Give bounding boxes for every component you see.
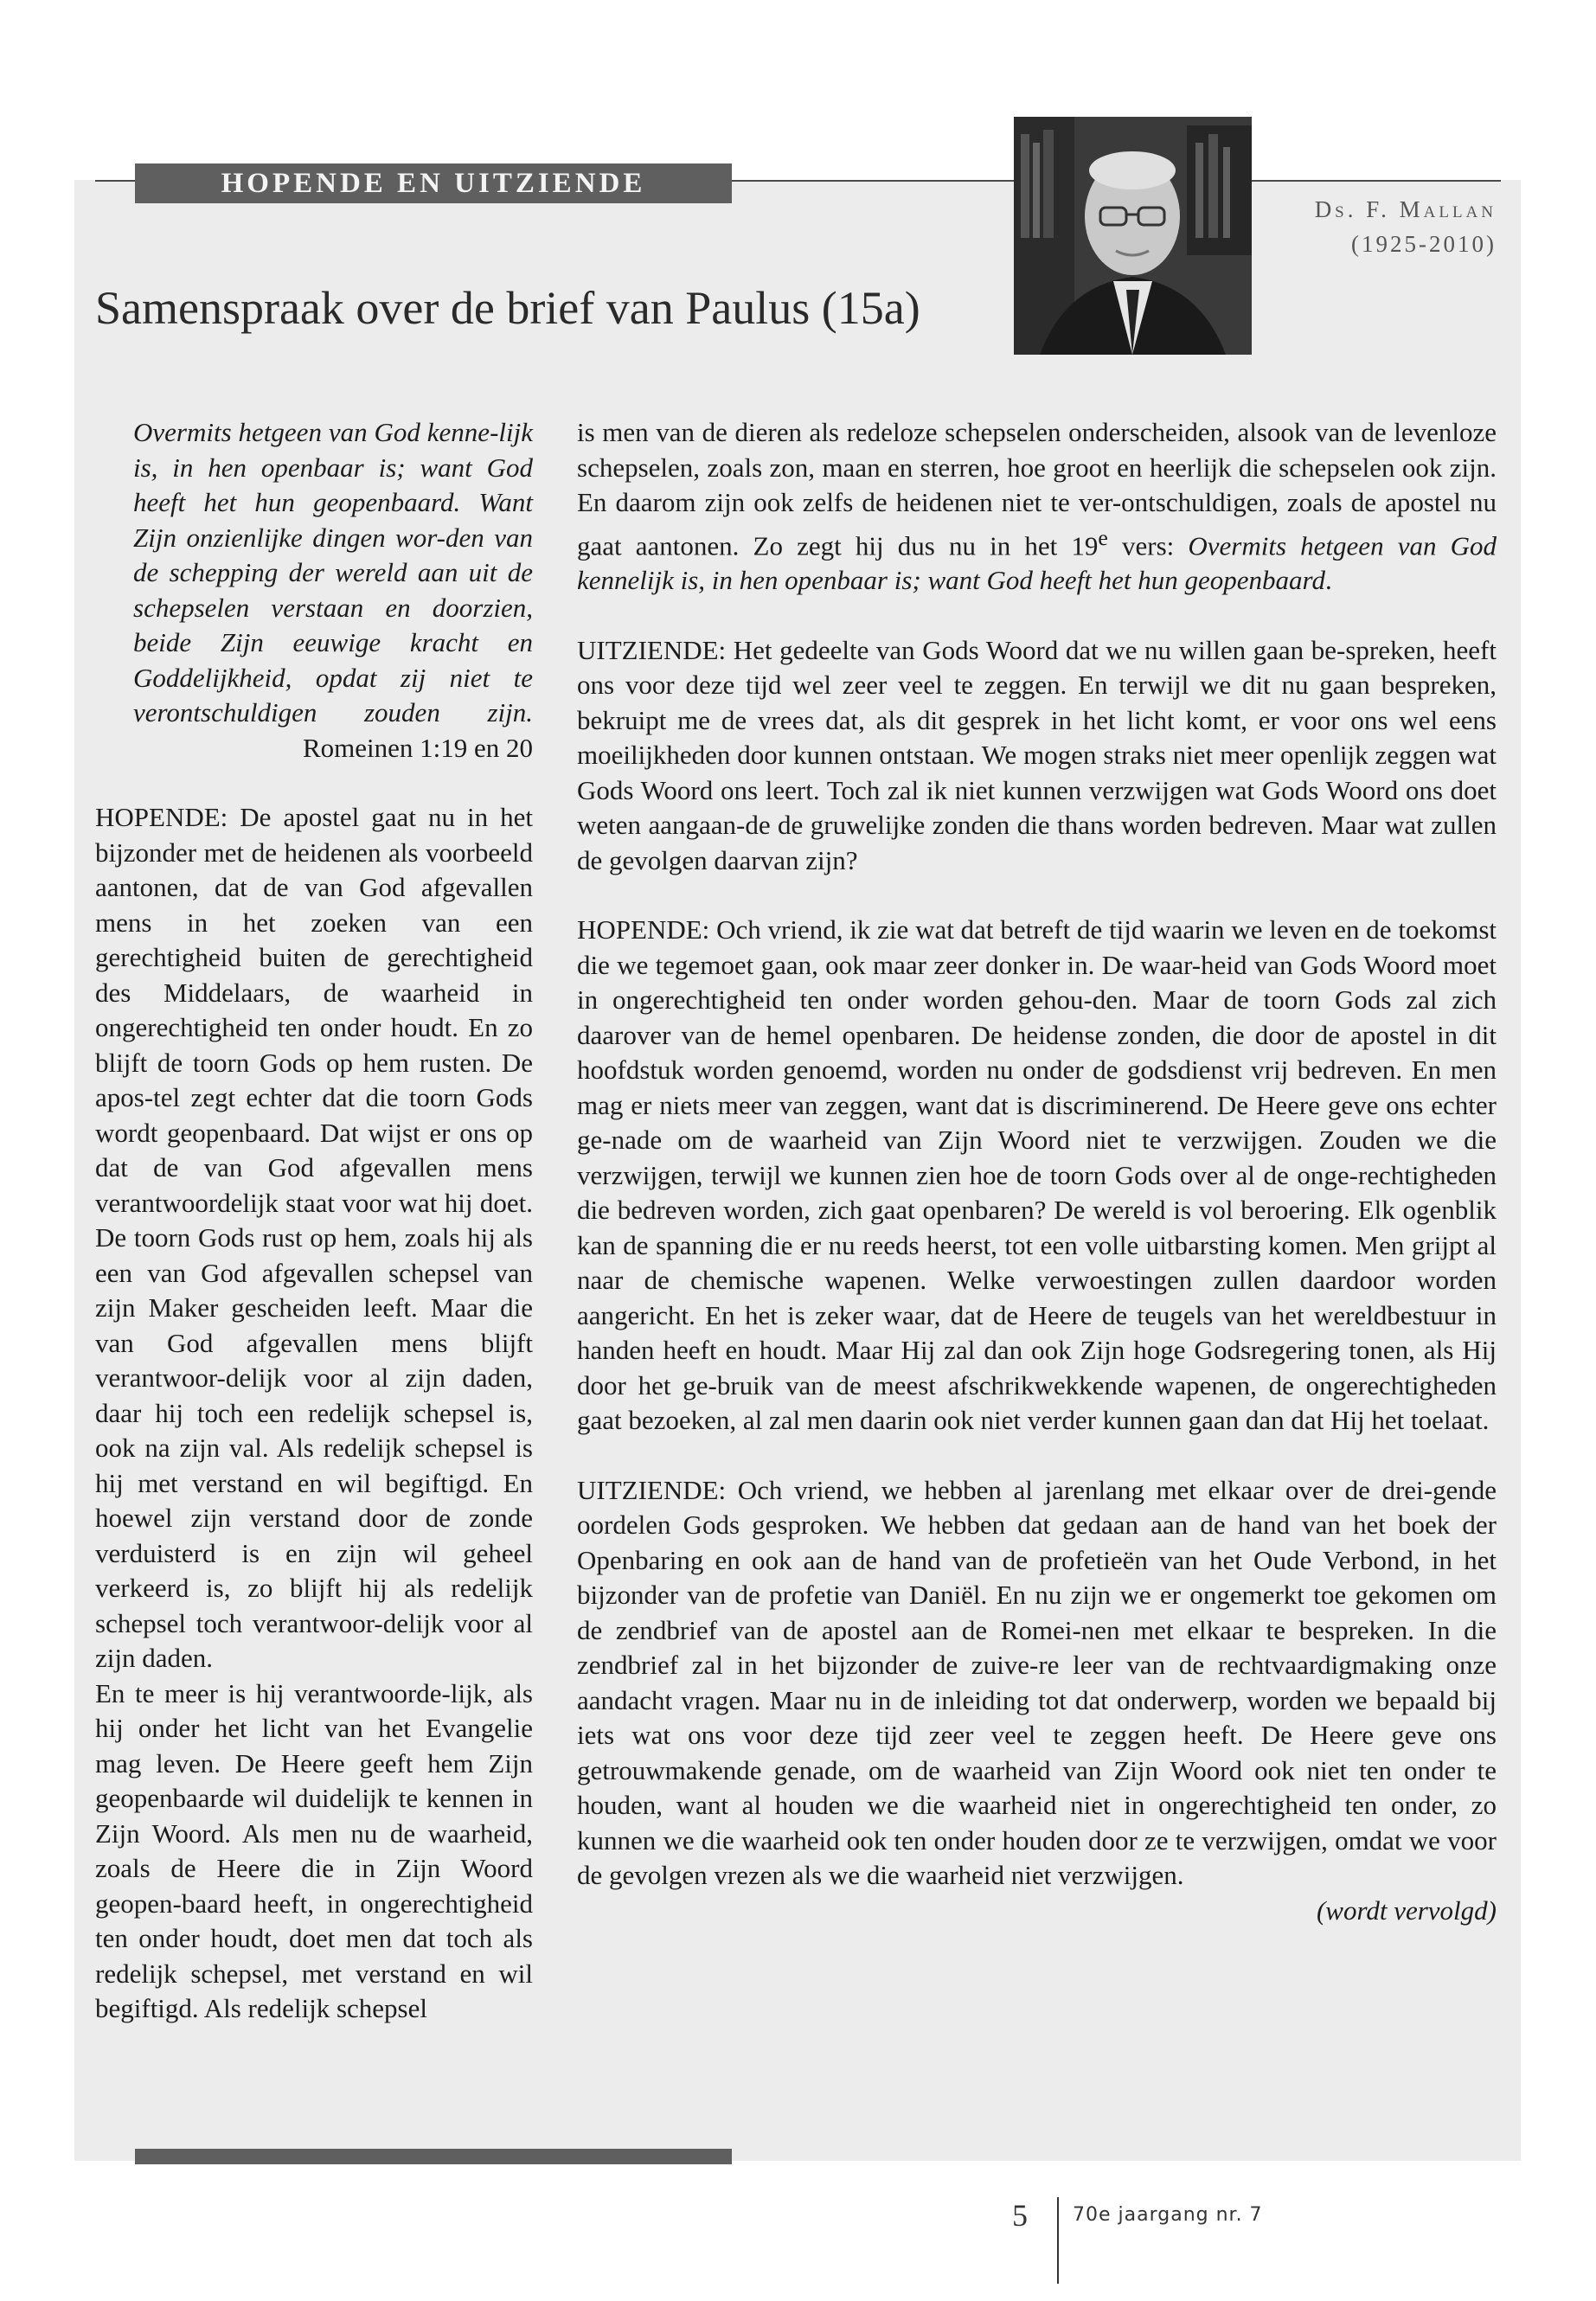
verse-word: vers: <box>1107 529 1189 561</box>
verse-ordinal: e <box>1098 524 1108 550</box>
right-paragraph-1-text: is men van de dieren als redeloze schepselen onderscheiden, alsook van de levenloze schepselen, zoals zon, maan en sterren, hoe groot en heerlijk die schepselen ook zijn. En daarom zijn ook zelfs de heidenen niet te ver-ontschuldigen, zoals de apostel nu gaat aantonen. Zo zegt hij dus nu in het <box>577 417 1497 561</box>
author-byline <box>1280 192 1497 261</box>
right-paragraph-3: HOPENDE: Och vriend, ik zie wat dat betreft de tijd waarin we leven en de toekomst die we tegemoet gaan, ook maar zeer donker in. De waar-heid van Gods Woord moet in ongerechtigheid ten onder worden gehou-den. Maar de toorn Gods zal zich daarover van de hemel openbaren. De heidense zonden, die door de apostel in dit hoofdstuk worden genoemd, worden nu onder de godsdienst vrij bedreven. En men mag er niets meer van zeggen, want dat is discriminerend. De Heere geve ons echter ge-nade om de waarheid van Zijn Woord niet te verzwijgen. Zouden we die verzwijgen, terwijl we kunnen zien hoe de toorn Gods over al de onge-rechtigheden die bedreven worden, zich gaat openbaren? De wereld is vol beroering. Elk ogenblik kan de spanning die er nu reeds heerst, tot een volle uitbarsting komen. Men grijpt al naar de chemische wapenen. Welke verwoestingen zullen daardoor worden aangericht. En het is zeker waar, dat de Heere de teugels van het wereldbestuur in handen heeft en houdt. Maar Hij zal dan ook Zijn hoge Godsregering tonen, als Hij door het ge-bruik van de meest afschrikwekkende wapenen, de ongerechtigheden gaat bezoeken, al zal men daarin ook niet verder kunnen gaan dan dat Hij het toelaat. <box>577 914 1497 1436</box>
right-paragraph-4: UITZIENDE: Och vriend, we hebben al jarenlang met elkaar over de drei-gende oordelen Gods gesproken. We hebben dat gedaan aan de hand van het boek der Openbaring en ook aan de hand van de profetieën van het Oude Verbond, in het bijzonder van de profetie van Daniël. En nu zijn we er ongemerkt toe gekomen om de zendbrief van de apostel aan de Romei-nen met elkaar te bespreken. In die zendbrief zal in het bijzonder de zuive-re leer van de rechtvaardigmaking onze aandacht vragen. Maar nu in de inleiding tot dat onderwerp, worden we bepaald bij iets wat ons voor deze tijd zeer veel te zeggen heeft. De Heere geve ons getrouwmakende genade, om de waarheid van Zijn Woord ook niet ten onder te houden, want al houden we die waarheid niet in ongerechtigheid ten onder, zo kunnen we die waarheid ook ten onder houden door ze te verzwijgen, omdat we voor de gevolgen vrezen als we die waarheid niet verzwijgen. <box>577 1474 1497 1891</box>
left-paragraph-2: En te meer is hij verantwoorde-lijk, als hij onder het licht van het Evangelie mag leven. De Heere geeft hem Zijn geopenbaarde wil duidelijk te kennen in Zijn Woord. Als men nu de waarheid, zoals de Heere die in Zijn Woord geopen-baard heeft, in ongerechtigheid ten onder houdt, doet men dat toch als redelijk schepsel, met verstand en wil begiftigd. Als redelijk schepsel <box>95 1677 533 2023</box>
left-paragraph-1: HOPENDE: De apostel gaat nu in het bijzonder met de heidenen als voorbeeld aantonen, dat de van God afgevallen mens in het zoeken van een gerechtigheid buiten de gerechtigheid des Middelaars, de waarheid in ongerechtigheid ten onder houdt. En zo blijft de toorn Gods op hem rusten. De apos-tel zegt echter dat die toorn Gods wordt geopenbaard. Dat wijst er ons op dat de van God afgevallen mens verantwoordelijk staat voor wat hij doet. De toorn Gods rust op hem, zoals hij als een van God afgevallen schepsel van zijn Maker gescheiden leeft. Maar die van God afgevallen mens blijft verantwoor-delijk voor al zijn daden, daar hij toch een redelijk schepsel is, ook na zijn val. Als redelijk schepsel is hij met verstand en wil begiftigd. En hoewel zijn verstand door de zonde verduisterd is en zijn wil geheel verkeerd is, zo blijft hij als redelijk schepsel toch verantwoor-delijk voor al zijn daden. <box>95 802 533 1673</box>
footer-rule <box>135 2149 732 2164</box>
issue-label: 70e jaargang nr. 7 <box>1073 2204 1263 2226</box>
verse-end: . <box>1324 565 1332 596</box>
verse-number: 19 <box>1071 529 1099 561</box>
section-label: HOPENDE EN UITZIENDE <box>135 163 732 203</box>
right-paragraph-1 <box>577 415 1497 599</box>
bible-quote <box>133 415 533 731</box>
left-column <box>95 415 533 2027</box>
author-years: (1925-2010) <box>1351 231 1497 257</box>
bible-quote-text: Overmits hetgeen van God kenne-lijk is, in hen openbaar is; want God heeft het hun geopenbaard. Want Zijn onzienlijke dingen wor-den van de schepping der wereld aan uit de schepselen verstaan en doorzien, beide Zijn eeuwige kracht en Goddelijkheid, opdat zij niet te verontschuldigen zouden zijn. <box>133 417 533 727</box>
right-paragraph-2: UITZIENDE: Het gedeelte van Gods Woord dat we nu willen gaan be-spreken, heeft ons voor deze tijd wel zeer veel te zeggen. En terwijl we dit nu gaan bespreken, bekruipt me de vrees dat, als dit gesprek in het licht komt, er voor ons wel eens moeilijkheden door kunnen ontstaan. We mogen straks niet meer openlijk zeggen wat Gods Woord ons leert. Toch zal ik niet kunnen verzwijgen wat Gods Woord ons doet weten aangaan-de de gruwelijke zonden die thans worden bedreven. Maar wat zullen de gevolgen daarvan zijn? <box>577 634 1497 875</box>
page-number: 5 <box>1012 2198 1028 2233</box>
author-name: Ds. F. Mallan <box>1314 196 1497 222</box>
footer-divider <box>1057 2197 1059 2284</box>
continued-note: (wordt vervolgd) <box>1316 1894 1497 1926</box>
article-title: Samenspraak over de brief van Paulus (15a) <box>95 282 920 334</box>
right-column <box>577 415 1497 1928</box>
verse-quote: Overmits hetgeen van God kennelijk is, in hen openbaar is; want God heeft het hun geopenbaard <box>577 529 1497 596</box>
bible-reference: Romeinen 1:19 en 20 <box>302 732 533 763</box>
author-portrait-icon <box>1014 117 1252 355</box>
